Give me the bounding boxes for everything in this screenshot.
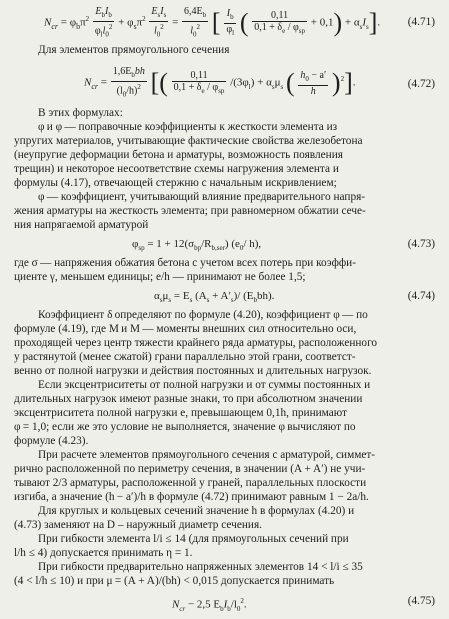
paragraph-line: Для элементов прямоугольного сечения [38, 44, 230, 56]
paragraph-line: (4 < l/h ≤ 10) и при μ = (A + A)/(bh) < 0,015 допускается принимать [14, 575, 335, 587]
paragraph-line: (неупругие деформации бетона и арматуры, возможность появления [14, 149, 343, 161]
paragraph-line: тывают 2/3 арматуры, расположенной у граней, параллельных плоскости [14, 477, 367, 489]
formula-number: (4.73) [407, 238, 435, 250]
paragraph-line: φ и φ — поправочные коэффициенты к жесткости элемента из [38, 121, 338, 133]
paragraph-line: длительных нагрузок имеют разные знаки, то при абсолютном значении [14, 393, 363, 405]
formula-number: (4.74) [407, 290, 435, 302]
paragraph-line: эксцентриситета полной нагрузки e, превышающем 0,1h, принимают [14, 407, 347, 419]
paragraph-line: изгиба, а значение (h − a′)/h в формуле (4.72) принимают равным 1 − 2a/h. [14, 491, 369, 503]
formula-number: (4.71) [407, 16, 435, 28]
paragraph-line: венно от полной нагрузки и действия постоянных и длительных нагрузок. [14, 365, 372, 377]
paragraph-line: При гибкости предварительно напряженных элементов 14 < l/i ≤ 35 [38, 561, 363, 573]
paragraph-line: Коэффициент δ определяют по формуле (4.20), коэффициент φ — по [38, 309, 368, 321]
paragraph-line: проходящей через центр тяжести крайнего ряда арматуры, расположенного [14, 337, 378, 349]
paragraph-line: формуле (4.23). [14, 435, 89, 447]
paragraph-line: ния напрягаемой арматурой [14, 219, 149, 231]
paragraph-line: Для круглых и кольцевых сечений значение h в формулах (4.20) и [38, 505, 355, 517]
paragraph-line: формулы (4.17), отвечающей стержню с начальным искривлением; [14, 177, 337, 189]
paragraph-line: жения арматуры на жесткость элемента; при равномерном обжатии сече- [14, 205, 366, 217]
formula-4-72: $N_{cr}$ = $\frac{1,6E_bbh}{(l_0/h)^2}$ [( $\frac{0,11}{0,1 + \delta_e / \varphi_{sp}}$ $/(3\varphi_l) + \alpha_s\mu_s$ ( $\frac{h_0 - a'}{h}$ )$^2$]. [84, 66, 356, 99]
paragraph-line: Если эксцентриситеты от полной нагрузки и от суммы постоянных и [38, 379, 371, 391]
paragraph-line: φ — коэффициент, учитывающий влияние предварительного напря- [38, 191, 366, 203]
paragraph-line: циенте γ, меньшем единицы; e/h — принимают не более 1,5; [14, 271, 306, 283]
formula-number: (4.75) [407, 595, 435, 607]
formula-4-75: $N_{cr} - 2,5$ $E_bI_b/l_0^2$. [172, 597, 247, 613]
formula-4-73: $\varphi_{sp} = 1 + 12(\sigma_{bp}/R_{b,ser})$ ($e_0/$ h), [132, 238, 262, 253]
formula-4-74: $\alpha_s\mu_s = E_s$ $(A_s + A'_s)/$ $(E_bbh)$. [154, 290, 275, 305]
formula-number: (4.72) [407, 78, 435, 90]
paragraph-line: у растянутой (менее сжатой) грани параллельно этой грани, соответст- [14, 351, 356, 363]
paragraph-line: В этих формулах: [38, 107, 123, 119]
paragraph-line: где σ — напряжения обжатия бетона с учетом всех потерь при коэффи- [14, 257, 356, 269]
paragraph-line: трещин) и некоторое несоответствие схемы нагружения элемента и [14, 163, 339, 175]
paragraph-line: l/h ≤ 4) допускается принимать η = 1. [14, 547, 193, 559]
paragraph-line: φ = 1,0; если же это условие не выполняется, значение φ вычисляют по [14, 421, 356, 433]
formula-4-71: $N_{cr} = \varphi_b\pi^2$ $\frac{E_bI_b}{\varphi_ll_0^2}$ + $\varphi_s\pi^2$ $\frac{E_sI_s}{l_0^2}$ = $\frac{6,4E_b}{l_0^2}$ [ $\frac{I_b}{\varphi_l}$ ( $\frac{0,11}{0,1 + \delta_e / \varphi_{sp}}$ + $0,1) + \alpha_sI_s$]. [44, 6, 381, 39]
paragraph-line: При гибкости элемента l/i ≤ 14 (для прямоугольных сечений при [38, 533, 349, 545]
paragraph-line: упругих материалов, учитывающие фактические свойства железобетона [14, 135, 363, 147]
paragraph-line: рично расположенной по периметру сечения, в значении (A + A′) не учи- [14, 463, 366, 475]
paragraph-line: (4.73) заменяют на D – наружный диаметр сечения. [14, 519, 262, 531]
paragraph-line: При расчете элементов прямоугольного сечения с арматурой, симмет- [38, 449, 376, 461]
paragraph-line: формуле (4.19), где M и M — моменты внешних сил относительно оси, [14, 323, 357, 335]
